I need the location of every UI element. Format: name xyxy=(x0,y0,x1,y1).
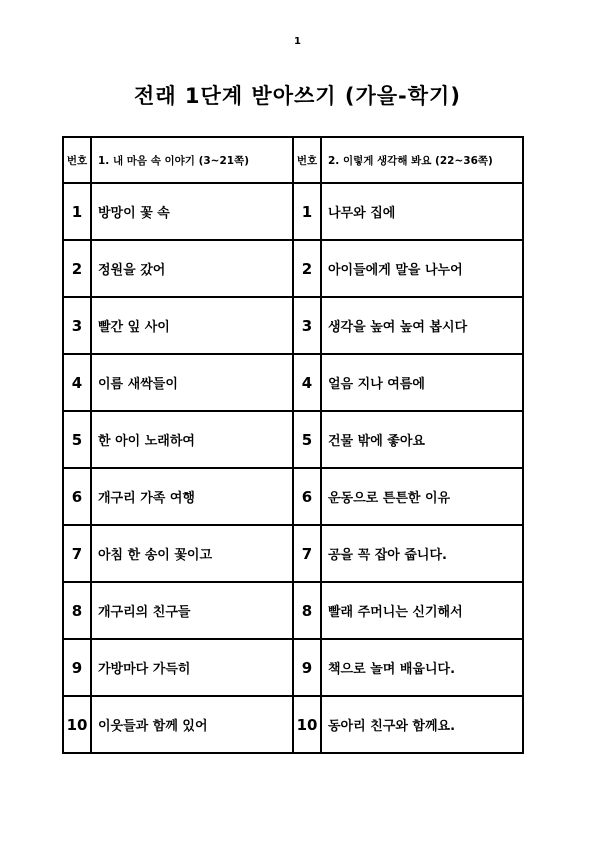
row-text-right: 건물 밖에 좋아요 xyxy=(321,411,523,468)
table-row xyxy=(63,297,523,354)
row-number-right: 1 xyxy=(293,183,321,240)
row-number-left: 3 xyxy=(63,297,91,354)
table-row xyxy=(63,696,523,753)
row-text-right: 운동으로 튼튼한 이유 xyxy=(321,468,523,525)
table-row xyxy=(63,354,523,411)
table-row xyxy=(63,582,523,639)
table-row xyxy=(63,411,523,468)
row-text-left: 아침 한 송이 꽃이고 xyxy=(91,525,293,582)
row-number-left: 6 xyxy=(63,468,91,525)
row-text-right: 동아리 친구와 함께요. xyxy=(321,696,523,753)
table-row xyxy=(63,468,523,525)
table-row xyxy=(63,240,523,297)
row-text-left: 한 아이 노래하여 xyxy=(91,411,293,468)
row-number-left: 8 xyxy=(63,582,91,639)
row-number-right: 5 xyxy=(293,411,321,468)
row-text-right: 빨래 주머니는 신기해서 xyxy=(321,582,523,639)
row-number-left: 10 xyxy=(63,696,91,753)
row-text-left: 개구리 가족 여행 xyxy=(91,468,293,525)
header-section-right: 2. 이렇게 생각해 봐요 (22~36쪽) xyxy=(321,137,523,183)
table-row xyxy=(63,525,523,582)
table-header-row xyxy=(63,137,523,183)
header-number-left: 번호 xyxy=(63,137,91,183)
row-number-right: 2 xyxy=(293,240,321,297)
row-text-right: 책으로 놀며 배웁니다. xyxy=(321,639,523,696)
document-title: 전래 1단계 받아쓰기 (가을-학기) xyxy=(134,84,461,108)
row-number-left: 1 xyxy=(63,183,91,240)
row-number-right: 7 xyxy=(293,525,321,582)
row-number-right: 9 xyxy=(293,639,321,696)
row-number-right: 10 xyxy=(293,696,321,753)
row-number-left: 7 xyxy=(63,525,91,582)
row-number-left: 2 xyxy=(63,240,91,297)
table-row xyxy=(63,639,523,696)
header-section-left: 1. 내 마음 속 이야기 (3~21쪽) xyxy=(91,137,293,183)
row-text-right: 공을 꼭 잡아 줍니다. xyxy=(321,525,523,582)
header-number-right: 번호 xyxy=(293,137,321,183)
row-text-left: 빨간 잎 사이 xyxy=(91,297,293,354)
table-row xyxy=(63,183,523,240)
row-text-left: 이웃들과 함께 있어 xyxy=(91,696,293,753)
row-text-right: 아이들에게 말을 나누어 xyxy=(321,240,523,297)
row-number-right: 8 xyxy=(293,582,321,639)
row-number-right: 3 xyxy=(293,297,321,354)
row-text-left: 방망이 꽃 속 xyxy=(91,183,293,240)
row-text-right: 생각을 높여 높여 봅시다 xyxy=(321,297,523,354)
row-number-left: 4 xyxy=(63,354,91,411)
dictation-table xyxy=(62,136,524,754)
row-number-right: 4 xyxy=(293,354,321,411)
page-number: 1 xyxy=(294,36,301,47)
row-number-left: 9 xyxy=(63,639,91,696)
row-text-left: 정원을 갔어 xyxy=(91,240,293,297)
row-text-left: 가방마다 가득히 xyxy=(91,639,293,696)
row-number-left: 5 xyxy=(63,411,91,468)
row-number-right: 6 xyxy=(293,468,321,525)
row-text-right: 얼음 지나 여름에 xyxy=(321,354,523,411)
row-text-left: 개구리의 친구들 xyxy=(91,582,293,639)
row-text-right: 나무와 집에 xyxy=(321,183,523,240)
row-text-left: 이름 새싹들이 xyxy=(91,354,293,411)
